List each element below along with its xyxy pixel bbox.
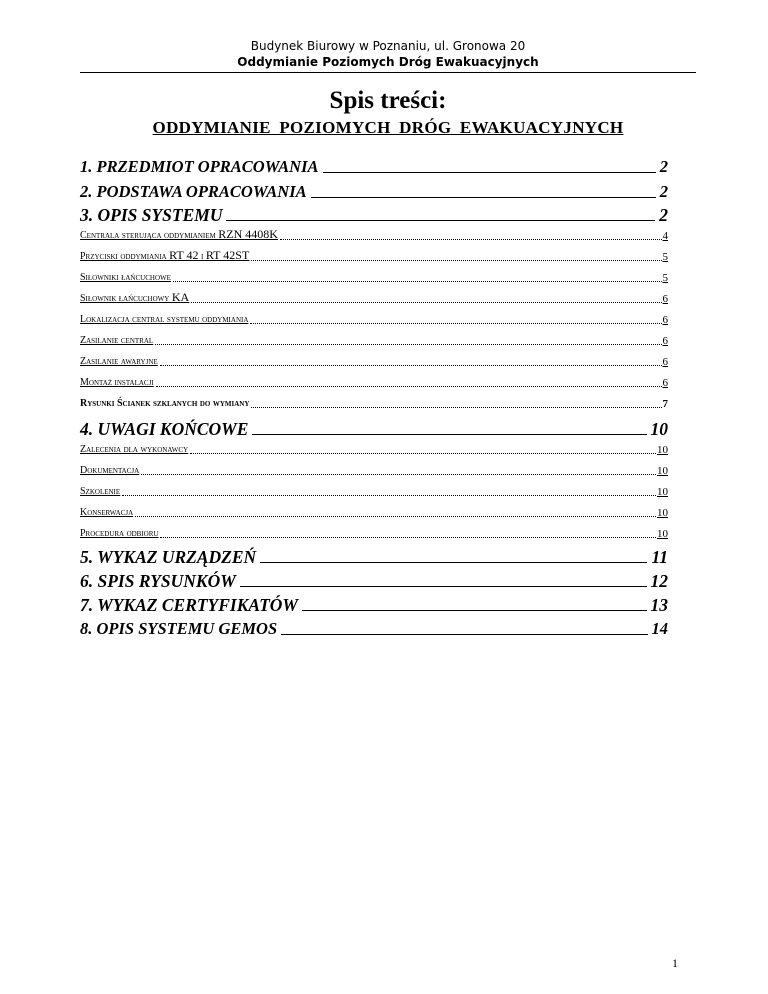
toc-page: 11 [651,547,668,567]
toc-leader [311,197,656,198]
toc-page: 7 [662,398,668,410]
toc-page: 2 [659,205,668,225]
toc-label: Siłowniki łańcuchowe [80,272,171,283]
toc-page: 10 [657,486,668,498]
toc-leader [155,344,661,345]
toc-page: 5 [662,272,668,284]
toc-leader [240,586,647,587]
toc-page: 10 [657,528,668,540]
toc-label: Montaż instalacji [80,377,154,388]
toc-page: 6 [662,293,668,305]
toc-entry-1[interactable] [80,156,668,178]
toc-leader [160,537,656,538]
page-number: 1 [672,956,678,970]
toc-subentry-silownik-ka[interactable] [80,292,668,306]
toc-leader [260,562,647,563]
toc-page: 14 [651,619,668,638]
toc-leader [250,323,661,324]
toc-leader [173,281,662,282]
toc-entry-3[interactable] [80,204,668,226]
toc-leader [252,434,646,435]
toc-page: 2 [659,157,668,176]
document-subtitle: ODDYMIANIE POZIOMYCH DRÓG EWAKUACYJNYCH [152,118,624,137]
toc-label: Szkolenie [80,486,121,497]
toc-leader [190,453,656,454]
toc-label: Zasilanie awaryjne [80,356,158,367]
toc-leader [302,610,647,611]
toc-subentry-centrala[interactable] [80,229,668,243]
toc-label: Rysunki Ścianek szklanych do wymiany [80,398,250,409]
toc-leader [251,407,661,408]
toc-subentry-lokalizacja[interactable] [80,313,668,327]
toc-page: 10 [650,419,668,439]
toc-subentry-dokumentacja[interactable] [80,464,668,478]
header-building: Budynek Biurowy w Poznaniu, ul. Gronowa 20 [250,39,526,53]
toc-leader [323,172,656,173]
toc-entry-5[interactable] [80,546,668,568]
page-header [80,38,696,73]
toc-page: 13 [650,595,668,615]
toc-label: 5. WYKAZ URZĄDZEŃ [80,547,257,567]
toc-label: 8. OPIS SYSTEMU GEMOS [80,619,278,638]
toc-subentry-procedura[interactable] [80,527,668,541]
toc-leader [251,260,661,261]
toc-page: 6 [662,335,668,347]
toc-subentry-rysunki[interactable] [80,397,668,411]
toc-subentry-montaz[interactable] [80,376,668,390]
toc-subentry-silowniki[interactable] [80,271,668,285]
toc-entry-7[interactable] [80,594,668,616]
toc-page: 10 [657,507,668,519]
toc-entry-8[interactable] [80,618,668,640]
toc-page: 4 [662,230,668,242]
toc-page: 2 [659,182,668,201]
toc-entry-6[interactable] [80,570,668,592]
toc-subentry-zasilanie-awaryjne[interactable] [80,355,668,369]
toc-subentry-zalecenia[interactable] [80,443,668,457]
toc-label: 1. PRZEDMIOT OPRACOWANIA [80,157,319,176]
toc-page: 6 [662,314,668,326]
toc-page: 10 [657,465,668,477]
toc-leader [141,474,656,475]
toc-entry-2[interactable] [80,181,668,203]
toc-leader [156,386,662,387]
toc-subentry-zasilanie-central[interactable] [80,334,668,348]
toc-label: Zalecenia dla wykonawcy [80,444,189,455]
toc-label: Konserwacja [80,507,134,518]
toc-label: 4. UWAGI KOŃCOWE [80,419,249,439]
toc-label: 2. PODSTAWA OPRACOWANIA [80,182,307,201]
toc-label: Lokalizacja central systemu oddymiania [80,314,249,325]
toc-page: 6 [662,377,668,389]
toc-label: Zasilanie central [80,335,154,346]
toc-label: Dokumentacja [80,465,140,476]
toc-title: Spis treści: [329,87,447,114]
toc-leader [281,634,647,635]
toc-label: 7. WYKAZ CERTYFIKATÓW [80,595,298,615]
toc-leader [226,220,655,221]
toc-label: Siłownik łańcuchowy KA [80,290,190,304]
header-document-title: Oddymianie Poziomych Dróg Ewakuacyjnych [237,55,539,69]
toc-leader [122,495,656,496]
toc-leader [280,239,662,240]
toc-leader [160,365,662,366]
toc-leader [135,516,656,517]
toc-page: 6 [662,356,668,368]
toc-label: Procedura odbioru [80,528,159,539]
toc-label: Przyciski oddymiania RT 42 i RT 42ST [80,248,250,262]
toc-label: Centrala sterująca oddymianiem RZN 4408K [80,227,278,241]
toc-page: 10 [657,444,668,456]
toc-entry-4[interactable] [80,418,668,440]
toc-subentry-przyciski[interactable] [80,250,668,264]
toc-leader [191,302,661,303]
toc-label: 6. SPIS RYSUNKÓW [80,571,236,591]
toc-page: 12 [650,571,668,591]
toc-subentry-szkolenie[interactable] [80,485,668,499]
toc-page: 5 [662,251,668,263]
toc-label: 3. OPIS SYSTEMU [80,205,223,225]
toc-subentry-konserwacja[interactable] [80,506,668,520]
